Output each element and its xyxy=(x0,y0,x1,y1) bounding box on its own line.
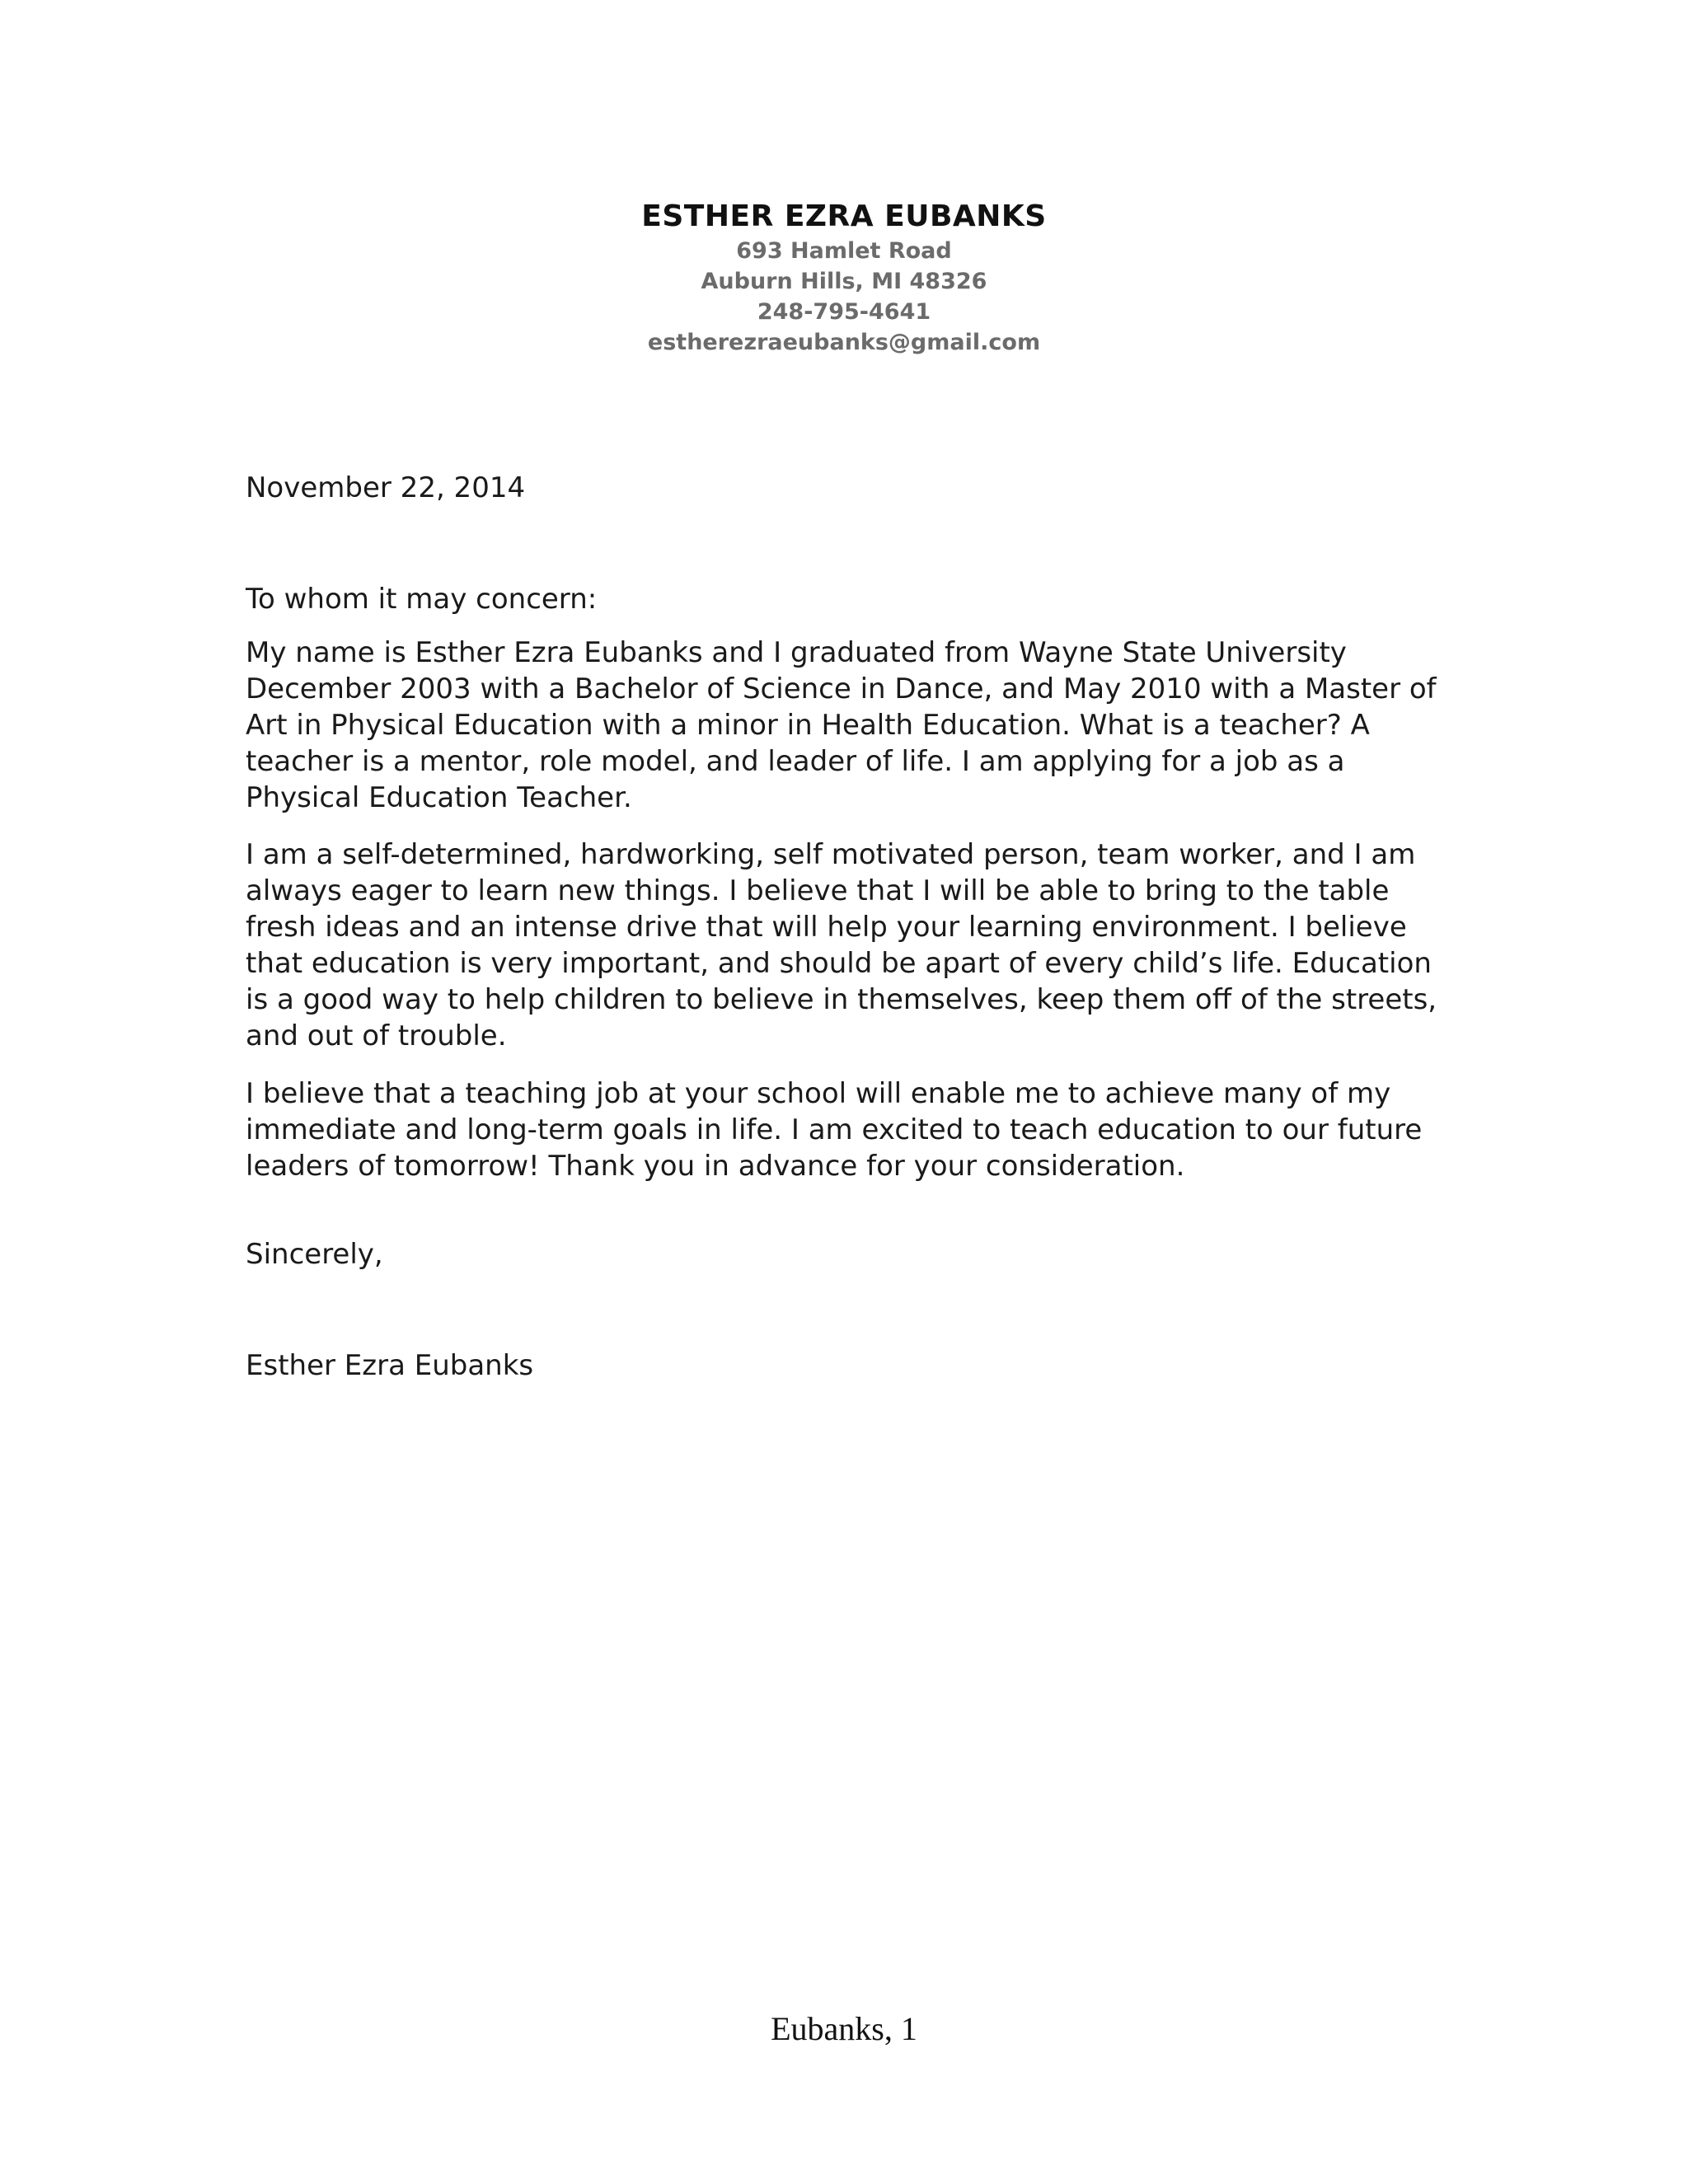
page-footer: Eubanks, 1 xyxy=(771,2010,917,2047)
letterhead xyxy=(0,198,1688,358)
letter-date: November 22, 2014 xyxy=(246,471,526,504)
letter-paragraph-1: My name is Esther Ezra Eubanks and I graduated from Wayne State University December 2003 with a Bachelor of Science in Dance, and May 2010 with a Master of Art in Physical Education with a minor in Health Education. What is a teacher? A teacher is a mentor, role model, and leader of life. I am applying for a job as a Physical Education Teacher. xyxy=(246,636,1437,814)
letter-paragraph-2: I am a self-determined, hardworking, self motivated person, team worker, and I am always eager to learn new things. I believe that I will be able to bring to the table fresh ideas and an intense drive that will help your learning environment. I believe that education is very important, and should be apart of every child’s life. Education is a good way to help children to believe in themselves, keep them off of the streets, and out of trouble. xyxy=(246,838,1437,1052)
letter-signature: Esther Ezra Eubanks xyxy=(246,1349,534,1382)
sender-phone: 248-795-4641 xyxy=(757,299,931,325)
letter-paragraph-3: I believe that a teaching job at your school will enable me to achieve many of my immediate and long-term goals in life. I am excited to teach education to our future leaders of tomorrow! Thank you in advance for your consideration. xyxy=(246,1077,1423,1183)
sender-name: ESTHER EZRA EUBANKS xyxy=(641,199,1047,233)
sender-address-line2: Auburn Hills, MI 48326 xyxy=(701,269,987,294)
letter-closing: Sincerely, xyxy=(246,1238,383,1271)
sender-address-line1: 693 Hamlet Road xyxy=(736,238,952,264)
letter-salutation: To whom it may concern: xyxy=(246,583,598,616)
sender-email: estherezraeubanks@gmail.com xyxy=(647,330,1041,355)
